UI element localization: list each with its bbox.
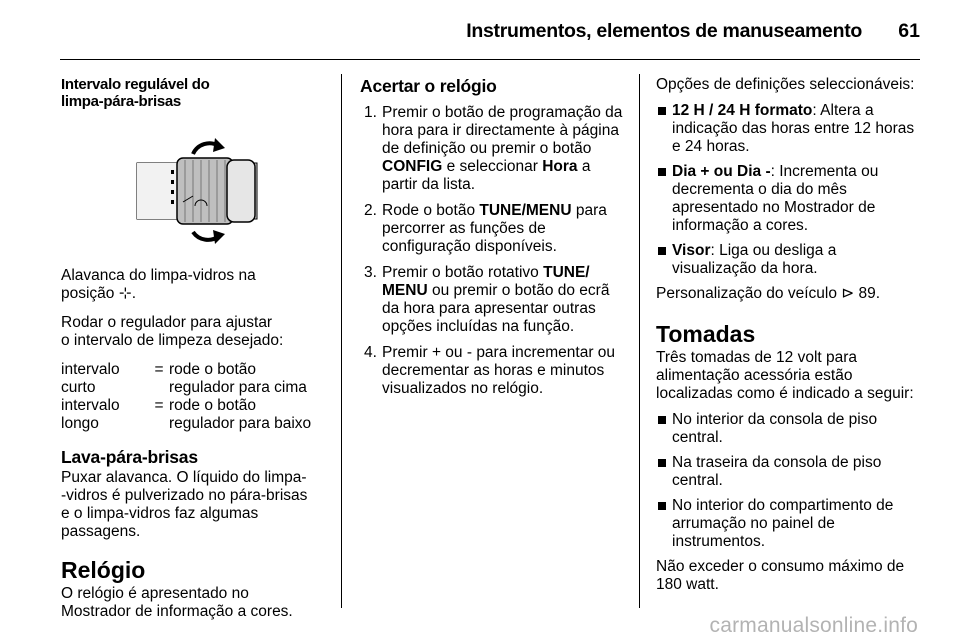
clock-options-list (656, 102, 924, 278)
washer-heading: Lava-pára-brisas (61, 447, 198, 467)
page-reference-arrow-icon: ⊳ 89. (841, 285, 881, 302)
socket-item: No interior da consola de piso central. (656, 411, 924, 447)
washer-text: Puxar alavanca. O líquido do limpa- -vidros é pulverizado no pára-brisas e o limpa-vidros faz algumas passagens. (61, 469, 308, 540)
def-desc: rode o botão regulador para baixo (169, 397, 312, 432)
interval-definitions (61, 361, 323, 433)
column-1 (61, 76, 323, 632)
sockets-note: Não exceder o consumo máximo de 180 watt. (656, 558, 905, 593)
personalization-ref: Personalização do veículo ⊳ 89. (656, 285, 881, 302)
set-clock-heading: Acertar o relógio (360, 76, 497, 96)
def-term: intervalo curto (61, 361, 120, 396)
clock-heading: Relógio (61, 557, 146, 583)
set-clock-steps (360, 104, 626, 398)
def-equals: = (154, 397, 164, 414)
lever-position-text: Alavanca do limpa-vidros na posição ⊹. (61, 267, 256, 302)
sockets-intro: Três tomadas de 12 volt para alimentação acessória estão localizadas como é indicado a seguir: (656, 349, 914, 402)
column-3 (656, 76, 924, 605)
step-item: 4. Premir + ou - para incrementar ou decrementar as horas e minutos visualizados no relógio. (364, 344, 616, 397)
sockets-list (656, 411, 924, 551)
wiper-interval-heading-line2: limpa-pára-brisas (61, 93, 181, 110)
adjust-interval-text: Rodar o regulador para ajustar o intervalo de limpeza desejado: (61, 314, 284, 349)
column-divider-2 (639, 74, 640, 608)
socket-item: No interior do compartimento de arrumação no painel de instrumentos. (656, 497, 924, 551)
wiper-lever-illustration (135, 136, 260, 246)
step-item: 2. Rode o botão TUNE/MENU para percorrer as funções de configuração disponíveis. (364, 202, 607, 255)
def-equals: = (154, 361, 164, 378)
wiper-interval-heading (61, 76, 323, 110)
column-2 (360, 76, 626, 406)
sockets-heading: Tomadas (656, 321, 756, 347)
option-item: 12 H / 24 H formato: Altera a indicação das horas entre 12 horas e 24 horas. (656, 102, 924, 156)
column-divider-1 (341, 74, 342, 608)
options-intro: Opções de definições seleccionáveis: (656, 76, 915, 93)
step-item: 1. Premir o botão de programação da hora para ir directamente à página de definição ou premir o botão CONFIG e seleccionar Hora a partir da lista. (364, 104, 623, 193)
socket-item: Na traseira da consola de piso central. (656, 454, 924, 490)
wiper-interval-symbol-icon: ⊹. (118, 285, 137, 302)
page-number: 61 (898, 20, 920, 42)
option-item: Visor: Liga ou desliga a visualização da hora. (656, 242, 924, 278)
clock-text: O relógio é apresentado no Mostrador de informação a cores. (61, 585, 293, 620)
def-term: intervalo longo (61, 397, 120, 432)
header-rule (60, 59, 920, 60)
page-header-title: Instrumentos, elementos de manuseamento (466, 20, 862, 42)
step-item: 3. Premir o botão rotativo TUNE/ MENU ou premir o botão do ecrã da hora para apresentar outras opções incluídas na função. (364, 264, 610, 335)
watermark: carmanualsonline.info (709, 614, 918, 637)
def-desc: rode o botão regulador para cima (169, 361, 307, 396)
wiper-interval-heading-line1: Intervalo regulável do (61, 76, 210, 93)
option-item: Dia + ou Dia -: Incrementa ou decrementa o dia do mês apresentado no Mostrador de informação a cores. (656, 163, 924, 235)
